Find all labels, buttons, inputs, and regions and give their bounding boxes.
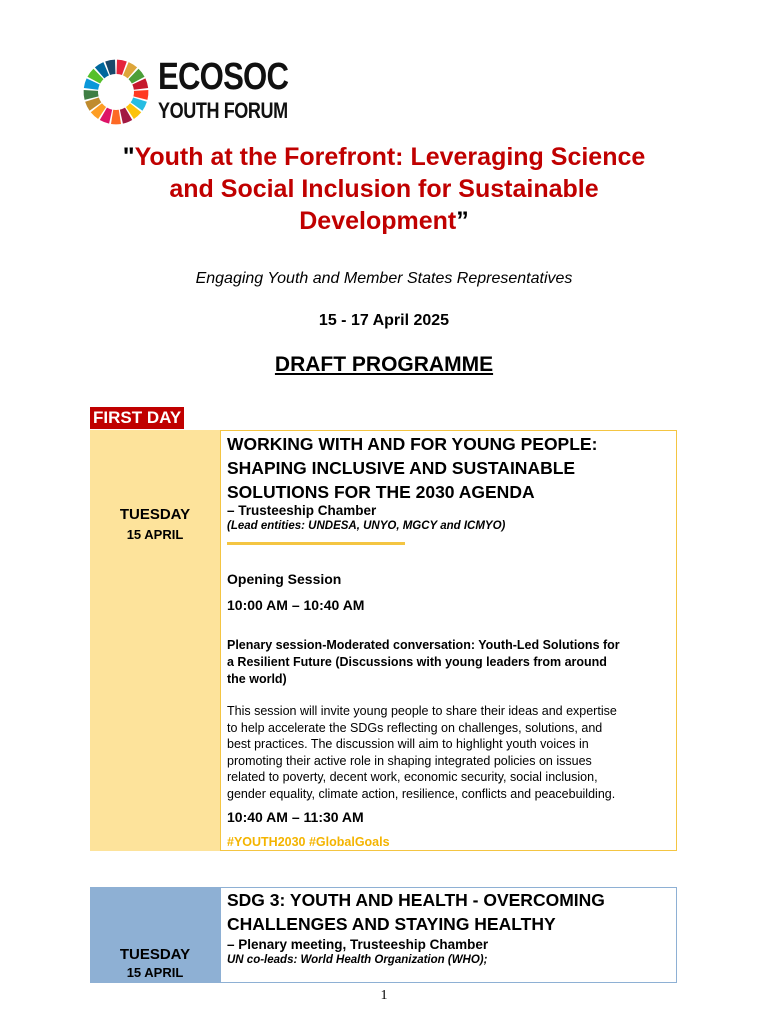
day-date: 15 APRIL xyxy=(126,527,184,542)
logo-text-youth-forum: YOUTH FORUM xyxy=(158,98,288,123)
title-line-1: Youth at the Forefront: Leveraging Science xyxy=(134,143,646,171)
title-line-2: and Social Inclusion for Sustainable xyxy=(169,175,599,203)
plenary-session-time: 10:40 AM – 11:30 AM xyxy=(227,809,364,825)
open-quote: " xyxy=(122,143,135,171)
description-line: to help accelerate the SDGs reflecting on challenges, solutions, and xyxy=(227,720,603,735)
session-title xyxy=(227,888,667,936)
logo-text-ecosoc: ECOSOC xyxy=(158,56,289,98)
description-line: This session will invite young people to share their ideas and expertise xyxy=(227,704,617,718)
description-line: promoting their active role in shaping integrated policies on issues xyxy=(227,753,592,768)
session-location: – Plenary meeting, Trusteeship Chamber xyxy=(227,937,489,952)
day-name: TUESDAY xyxy=(119,506,191,523)
day-date: 15 APRIL xyxy=(126,965,184,980)
day-column xyxy=(90,430,220,851)
divider xyxy=(227,542,405,545)
lead-entities: (Lead entities: UNDESA, UNYO, MGCY and ICMYO) xyxy=(227,520,506,532)
session-title-line-1: SDG 3: YOUTH AND HEALTH - OVERCOMING xyxy=(227,890,605,910)
first-day-label: FIRST DAY xyxy=(90,407,184,429)
programme-heading: DRAFT PROGRAMME xyxy=(274,353,494,376)
session-title-line-2: CHALLENGES AND STAYING HEALTHY xyxy=(227,914,556,934)
session-location: – Trusteeship Chamber xyxy=(227,503,377,518)
description-line: related to poverty, decent work, economic security, social inclusion, xyxy=(227,770,598,784)
page-number: 1 xyxy=(380,988,388,1003)
sdg-wheel-icon xyxy=(80,52,152,132)
session-title xyxy=(227,432,667,504)
description-line: best practices. The discussion will aim to highlight youth voices in xyxy=(227,737,589,751)
forum-theme-title xyxy=(60,141,708,237)
opening-session-time: 10:00 AM – 10:40 AM xyxy=(227,597,365,613)
close-quote: ” xyxy=(456,207,469,235)
ecosoc-youth-forum-logo xyxy=(80,52,320,132)
plenary-title-line-1: Plenary session-Moderated conversation: Youth-Led Solutions for xyxy=(227,638,620,652)
lead-entities: UN co-leads: World Health Organization (WHO); xyxy=(227,954,488,966)
session-description xyxy=(227,703,667,802)
wheel-segment xyxy=(111,110,121,125)
session-title-line-2: SHAPING INCLUSIVE AND SUSTAINABLE xyxy=(227,458,576,478)
plenary-session-title xyxy=(227,637,667,688)
event-dates: 15 - 17 April 2025 xyxy=(318,312,450,329)
opening-session-label: Opening Session xyxy=(227,571,342,587)
description-line: gender equality, climate action, resilience, conflicts and peacebuilding. xyxy=(227,786,616,801)
day-name: TUESDAY xyxy=(119,946,191,963)
title-line-3: Development xyxy=(299,207,457,235)
plenary-title-line-3: the world) xyxy=(227,672,287,686)
subtitle: Engaging Youth and Member States Representatives xyxy=(195,270,573,287)
hashtags: #YOUTH2030 #GlobalGoals xyxy=(227,835,390,849)
plenary-title-line-2: a Resilient Future (Discussions with young leaders from around xyxy=(227,655,607,669)
session-title-line-1: WORKING WITH AND FOR YOUNG PEOPLE: xyxy=(227,434,598,454)
day-column xyxy=(90,887,220,983)
session-title-line-3: SOLUTIONS FOR THE 2030 AGENDA xyxy=(227,482,535,502)
